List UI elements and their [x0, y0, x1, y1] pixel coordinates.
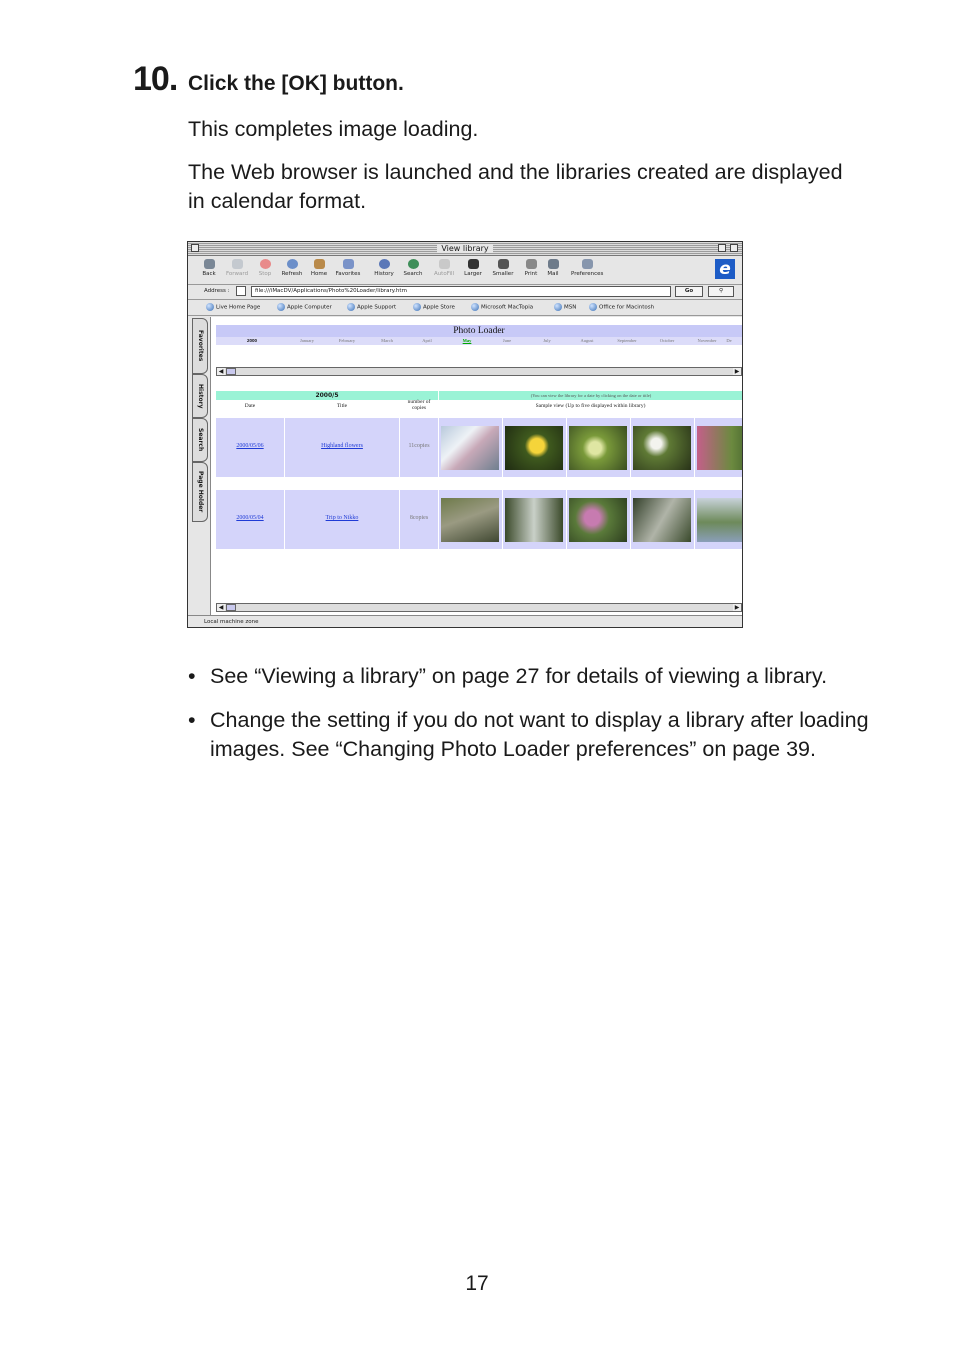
search-icon	[408, 259, 419, 269]
history-button: History	[371, 258, 397, 277]
autofill-icon	[439, 259, 450, 269]
library-title-link: Highland flowers	[321, 443, 363, 449]
bullet-item	[188, 706, 878, 796]
table-row	[216, 418, 742, 477]
mail-button: Mail	[540, 258, 566, 277]
smaller-text-icon	[498, 259, 509, 269]
search-icon: ⚲	[708, 286, 734, 297]
favorite-link: Apple Computer	[277, 303, 332, 311]
photo-thumbnail	[505, 498, 563, 542]
collapse-box-icon	[730, 244, 738, 252]
bullet-text: See “Viewing a library” on page 27 for details of viewing a library.	[210, 664, 828, 688]
browser-screenshot	[187, 241, 743, 628]
library-date-link: 2000/05/04	[236, 515, 264, 521]
scroll-thumb	[226, 368, 236, 375]
smaller-button: Smaller	[490, 258, 516, 277]
month-link-current: May	[462, 338, 472, 343]
month-link: September	[617, 338, 637, 343]
favorite-link: Office for Macintosh	[589, 303, 654, 311]
step-number: 10.	[133, 60, 178, 98]
page-content	[210, 317, 742, 615]
refresh-button: Refresh	[279, 258, 305, 277]
scroll-right-icon: ▶	[734, 604, 740, 611]
back-button: Back	[196, 258, 222, 277]
month-link: October	[659, 338, 675, 343]
globe-icon	[413, 303, 421, 311]
larger-text-icon	[468, 259, 479, 269]
month-link: November	[697, 338, 717, 343]
photo-thumbnail	[441, 426, 499, 470]
home-button: Home	[306, 258, 332, 277]
photo-loader-title: Photo Loader	[216, 325, 742, 337]
library-copies: 8copies	[409, 515, 429, 521]
scroll-left-icon: ◀	[218, 604, 224, 611]
globe-icon	[589, 303, 597, 311]
favorites-icon	[343, 259, 354, 269]
photo-thumbnail	[633, 426, 691, 470]
page-number: 17	[465, 1272, 489, 1295]
photo-thumbnail	[569, 498, 627, 542]
col-copies: number of copies	[407, 399, 431, 411]
favorites-bar	[188, 300, 742, 316]
tab-page-holder: Page Holder	[192, 462, 208, 522]
photo-thumbnail	[633, 498, 691, 542]
photo-thumbnail	[505, 426, 563, 470]
forward-icon	[232, 259, 243, 269]
month-link: February	[338, 338, 356, 343]
printer-icon	[526, 259, 537, 269]
globe-icon	[554, 303, 562, 311]
bullet-icon: •	[188, 708, 196, 732]
search-button: Search	[400, 258, 426, 277]
horizontal-scrollbar	[216, 603, 742, 612]
globe-icon	[471, 303, 479, 311]
table-row	[216, 490, 742, 549]
window-title: View library	[437, 244, 492, 253]
month-link: De	[726, 338, 732, 343]
stop-icon	[260, 259, 271, 269]
col-title: Title	[336, 403, 348, 409]
refresh-icon	[287, 259, 298, 269]
address-label: Address :	[204, 288, 230, 294]
col-date: Date	[244, 403, 256, 409]
library-header	[216, 391, 742, 400]
globe-icon	[277, 303, 285, 311]
favorite-link: Live Home Page	[206, 303, 260, 311]
address-bar	[188, 284, 742, 300]
home-icon	[314, 259, 325, 269]
stop-button: Stop	[252, 258, 278, 277]
bullet-item	[188, 662, 878, 692]
chevron-down-icon	[236, 286, 246, 296]
tab-favorites: Favorites	[192, 318, 208, 374]
library-note: (You can view the library for a date by clicking on the date or title)	[438, 391, 743, 400]
library-period: 2000/5	[315, 392, 339, 399]
address-field: file:///iMacDV/Applications/Photo%20Loader/library.htm	[251, 286, 671, 297]
globe-icon	[347, 303, 355, 311]
larger-button: Larger	[460, 258, 486, 277]
photo-thumbnail	[569, 426, 627, 470]
bullet-icon: •	[188, 664, 196, 688]
favorite-link: Microsoft MacTopia	[471, 303, 533, 311]
favorites-button: Favorites	[335, 258, 361, 277]
status-bar	[188, 615, 742, 628]
month-bar	[216, 337, 742, 345]
month-link: January	[300, 338, 314, 343]
scroll-right-icon: ▶	[734, 368, 740, 375]
library-title-link: Trip to Nikko	[325, 515, 359, 521]
photo-thumbnail	[697, 498, 742, 542]
month-link: July	[543, 338, 551, 343]
preferences-icon	[582, 259, 593, 269]
ie-logo-icon: e	[715, 259, 735, 279]
month-link: March	[381, 338, 393, 343]
scroll-thumb	[226, 604, 236, 611]
go-button: Go	[675, 286, 703, 297]
bullet-text: Change the setting if you do not want to display a library after loading images. See “Changing Photo Loader preferences” on page 39.	[210, 708, 869, 761]
horizontal-scrollbar	[216, 367, 742, 376]
forward-button: Forward	[224, 258, 250, 277]
mail-icon	[548, 259, 559, 269]
favorite-link: Apple Store	[413, 303, 455, 311]
favorite-link: MSN	[554, 303, 576, 311]
back-icon	[204, 259, 215, 269]
print-button: Print	[518, 258, 544, 277]
autofill-button: AutoFill	[431, 258, 457, 277]
favorite-link: Apple Support	[347, 303, 396, 311]
paragraph-2: The Web browser is launched and the libraries created are displayed in calendar format.	[188, 160, 843, 213]
preferences-button: Preferences	[571, 258, 603, 277]
library-date-link: 2000/05/06	[236, 443, 264, 449]
browser-toolbar	[188, 256, 742, 285]
tab-history: History	[192, 374, 208, 418]
explorer-side-tabs	[192, 318, 210, 618]
step-title: Click the [OK] button.	[188, 72, 404, 95]
col-sample: Sample view (Up to five displayed within library)	[535, 403, 646, 409]
month-link: June	[502, 338, 512, 343]
window-titlebar	[188, 242, 742, 256]
month-link: August	[580, 338, 594, 343]
status-text: Local machine zone	[204, 619, 259, 625]
photo-thumbnail	[697, 426, 742, 470]
zoom-box-icon	[718, 244, 726, 252]
month-link: April	[422, 338, 432, 343]
tab-search: Search	[192, 418, 208, 462]
library-copies: 11copies	[408, 443, 430, 449]
globe-icon	[206, 303, 214, 311]
calendar-frame	[216, 325, 742, 377]
photo-thumbnail	[441, 498, 499, 542]
paragraph-1: This completes image loading.	[188, 117, 479, 141]
scroll-left-icon: ◀	[218, 368, 224, 375]
history-icon	[379, 259, 390, 269]
calendar-year: 2000	[246, 338, 257, 343]
